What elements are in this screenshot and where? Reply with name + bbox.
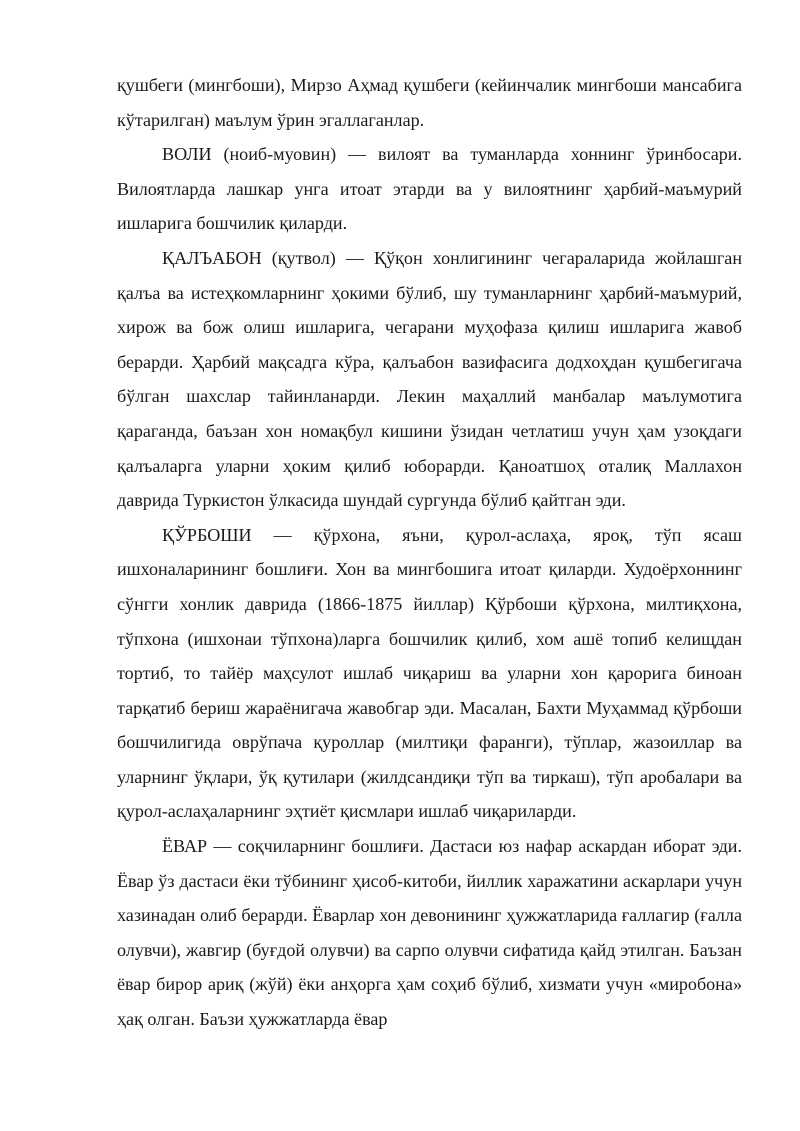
paragraph-qurboshi: ҚЎРБОШИ — қўрхона, яъни, қурол-аслаҳа, яроқ, тўп ясаш ишхоналарининг бошлиғи. Хон ва мингбошига итоат қиларди. Худоёрхоннинг сўнгги хонлик даврида (1866-1875 йиллар) Қўрбоши қўрхона, милтиқхона, тўпхона (ишхонаи тўпхона)ларга бошчилик қилиб, хом ашё топиб келищдан тортиб, то тайёр маҳсулот ишлаб чиқариш ва уларни хон қарорига биноан тарқатиб бериш жараёнигача жавобгар эди. Масалан, Бахти Муҳаммад қўрбоши бошчилигида оврўпача қуроллар (милтиқи фаранги), тўплар, жазоиллар ва уларнинг ўқлари, ўқ қутилари (жилдсандиқи тўп ва тиркаш), тўп аробалари ва қурол-аслаҳаларнинг эҳтиёт қисмлари ишлаб чиқариларди. bbox=[117, 524, 742, 822]
document-page bbox=[117, 68, 742, 1037]
paragraph-yovar: ЁВАР — соқчиларнинг бошлиғи. Дастаси юз нафар аскардан иборат эди. Ёвар ўз дастаси ёки тўбининг ҳисоб-китоби, йиллик харажатини аскарлари учун хазинадан олиб берарди. Ёварлар хон девонининг ҳужжатларида ғаллагир (ғалла олувчи), жавгир (буғдой олувчи) ва сарпо олувчи сифатида қайд этилган. Баъзан ёвар бирор ариқ (жўй) ёки анҳорга ҳам соҳиб бўлиб, хизмати учун «миробона» ҳақ олган. Баъзи ҳужжатларда ёвар bbox=[117, 836, 742, 1030]
paragraph-1: қушбеги (мингбоши), Мирзо Аҳмад қушбеги (кейинчалик мингбоши мансабига кўтарилган) маълум ўрин эгаллаганлар. bbox=[117, 75, 742, 130]
paragraph-qalabon: ҚАЛЪАБОН (қутвол) — Қўқон хонлигининг чегараларида жойлашган қалъа ва истеҳкомларнинг ҳокими бўлиб, шу туманларнинг ҳарбий-маъмурий, хирож ва бож олиш ишларига, чегарани муҳофаза қилиш ишларига жавоб берарди. Ҳарбий мақсадга кўра, қалъабон вазифасига додхоҳдан қушбегигача бўлган шахслар тайинланарди. Лекин маҳаллий манбалар маълумотига қараганда, баъзан хон номақбул кишини ўзидан четлатиш учун ҳам узоқдаги қалъаларга уларни ҳоким қилиб юборарди. Қаноатшоҳ оталиқ Маллахон даврида Туркистон ўлкасида шундай сургунда бўлиб қайтган эди. bbox=[117, 247, 742, 511]
paragraph-voli: ВОЛИ (ноиб-муовин) — вилоят ва туманларда хоннинг ўринбосари. Вилоятларда лашкар унга итоат этарди ва у вилоятнинг ҳарбий-маъмурий ишларига бошчилик қиларди. bbox=[117, 144, 742, 234]
